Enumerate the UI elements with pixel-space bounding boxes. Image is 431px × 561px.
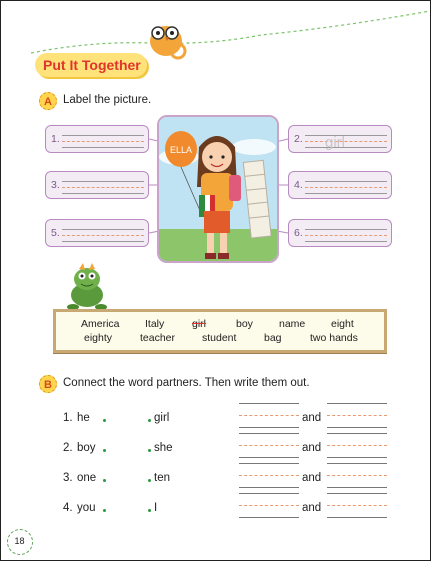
connect-dot-left[interactable] [103, 509, 106, 512]
write-line-3a[interactable] [239, 487, 299, 488]
page-number-badge [7, 529, 33, 555]
connect-dot-right[interactable] [148, 419, 151, 422]
and-label: and [302, 502, 322, 514]
write-line-2a[interactable] [239, 457, 299, 458]
word-bank-item-crossed: girl [192, 318, 207, 330]
connect-dot-left[interactable] [103, 419, 106, 422]
item-number: 3. [63, 472, 73, 484]
and-label: and [302, 442, 322, 454]
word-bank [53, 309, 387, 353]
word-bank-item: America [81, 318, 120, 330]
girl-illustration [157, 115, 279, 263]
word-bank-item: eight [331, 318, 354, 330]
section-a-badge: A [39, 92, 57, 110]
balloon-text: ELLA [169, 145, 193, 155]
word-bank-item: boy [236, 318, 253, 330]
write-line-1b[interactable] [327, 427, 387, 428]
label-box-5[interactable] [45, 219, 149, 247]
label-box-number: 2. [294, 133, 303, 145]
and-label: and [302, 472, 322, 484]
section-title: Put It Together [43, 57, 141, 73]
item-left-word: you [77, 502, 96, 514]
connect-dot-right[interactable] [148, 449, 151, 452]
label-box-number: 3. [51, 179, 60, 191]
label-box-number: 4. [294, 179, 303, 191]
write-line-3b[interactable] [327, 487, 387, 488]
and-label: and [302, 412, 322, 424]
label-box-6[interactable] [288, 219, 392, 247]
write-line-4b[interactable] [327, 517, 387, 518]
write-line-1a[interactable] [239, 427, 299, 428]
section-b-badge: B [39, 375, 57, 393]
word-bank-item: name [279, 318, 306, 330]
word-bank-item: Italy [145, 318, 165, 330]
connect-dot-left[interactable] [103, 479, 106, 482]
connect-dot-right[interactable] [148, 479, 151, 482]
section-b-instruction: Connect the word partners. Then write them out. [63, 377, 310, 389]
label-box-3[interactable] [45, 171, 149, 199]
item-left-word: one [77, 472, 97, 484]
section-a-instruction: Label the picture. [63, 94, 152, 106]
write-line-4a[interactable] [239, 517, 299, 518]
item-right-word: I [154, 502, 158, 514]
label-box-answer: girl [325, 134, 346, 151]
item-right-word: she [154, 442, 173, 454]
item-left-word: he [77, 412, 90, 424]
page-number: 18 [14, 536, 25, 546]
connect-dot-left[interactable] [103, 449, 106, 452]
write-line-2b[interactable] [327, 457, 387, 458]
word-bank-item: two hands [310, 332, 358, 344]
label-box-number: 1. [51, 133, 60, 145]
connect-dot-right[interactable] [148, 509, 151, 512]
girl-with-balloon-illustration [159, 117, 277, 261]
item-left-word: boy [77, 442, 96, 454]
word-bank-item: teacher [140, 332, 176, 344]
dragon-mascot-icon [61, 263, 113, 311]
word-bank-item: student [202, 332, 237, 344]
label-box-1[interactable] [45, 125, 149, 153]
item-right-word: girl [154, 412, 170, 424]
label-box-4[interactable] [288, 171, 392, 199]
label-box-number: 5. [51, 227, 60, 239]
item-number: 2. [63, 442, 73, 454]
item-number: 1. [63, 412, 73, 424]
word-bank-item: bag [264, 332, 282, 344]
item-number: 4. [63, 502, 73, 514]
label-box-2[interactable] [288, 125, 392, 153]
label-box-number: 6. [294, 227, 303, 239]
word-bank-item: eighty [84, 332, 113, 344]
item-right-word: ten [154, 472, 170, 484]
